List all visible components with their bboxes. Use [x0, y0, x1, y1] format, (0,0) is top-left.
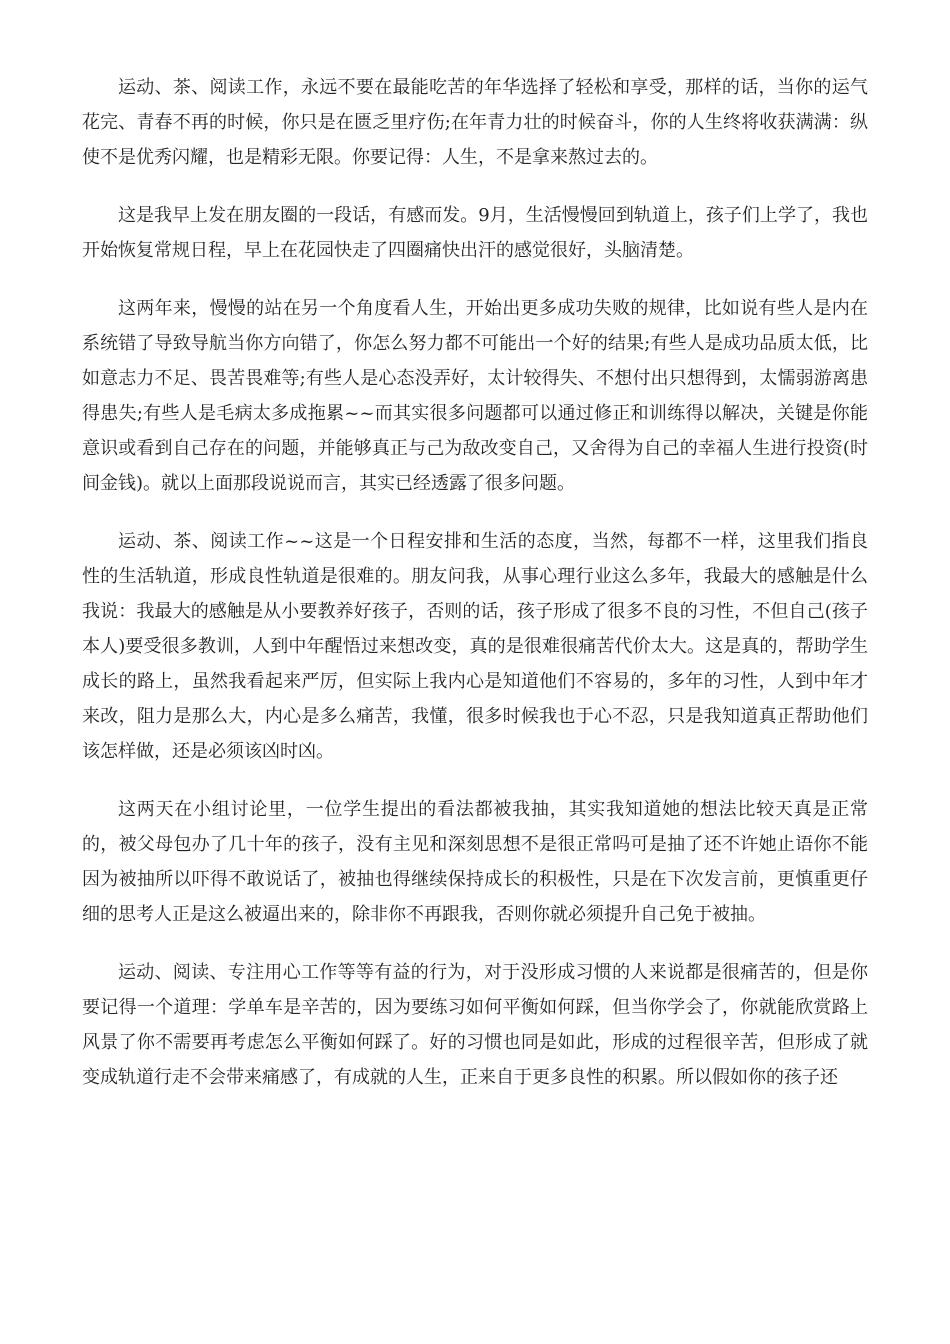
paragraph-2: 这是我早上发在朋友圈的一段话，有感而发。9月，生活慢慢回到轨道上，孩子们上学了，我也开始恢复常规日程，早上在花园快走了四圈痛快出汗的感觉很好，头脑清楚。 [82, 205, 868, 261]
document-body [82, 70, 868, 1095]
paragraph-5: 这两天在小组讨论里，一位学生提出的看法都被我抽，其实我知道她的想法比较天真是正常的，被父母包办了几十年的孩子，没有主见和深刻思想不是很正常吗可是抽了还不许她止语你不能因为被抽所以吓得不敢说话了，被抽也得继续保持成长的积极性，只是在下次发言前，更慎重更仔细的思考人正是这么被逼出来的，除非你不再跟我，否则你就必须提升自己免于被抽。 [82, 799, 868, 925]
paragraph-6: 运动、阅读、专注用心工作等等有益的行为，对于没形成习惯的人来说都是很痛苦的，但是你要记得一个道理：学单车是辛苦的，因为要练习如何平衡如何踩，但当你学会了，你就能欣赏路上风景了你不需要再考虑怎么平衡如何踩了。好的习惯也同是如此，形成的过程很辛苦，但形成了就变成轨道行走不会带来痛感了，有成就的人生，正来自于更多良性的积累。所以假如你的孩子还 [82, 962, 868, 1088]
paragraph-4: 运动、茶、阅读工作~~这是一个日程安排和生活的态度，当然，每都不一样，这里我们指良性的生活轨道，形成良性轨道是很难的。朋友问我，从事心理行业这么多年，我最大的感触是什么我说：我最大的感触是从小要教养好孩子，否则的话，孩子形成了很多不良的习性，不但自己(孩子本人)要受很多教训，人到中年醒悟过来想改变，真的是很难很痛苦代价太大。这是真的，帮助学生成长的路上，虽然我看起来严厉，但实际上我内心是知道他们不容易的，多年的习性，人到中年才来改，阻力是那么大，内心是多么痛苦，我懂，很多时候我也于心不忍，只是我知道真正帮助他们该怎样做，还是必须该凶时凶。 [82, 531, 868, 762]
paragraph-3: 这两年来，慢慢的站在另一个角度看人生，开始出更多成功失败的规律，比如说有些人是内在系统错了导致导航当你方向错了，你怎么努力都不可能出一个好的结果;有些人是成功品质太低，比如意志力不足、畏苦畏难等;有些人是心态没弄好，太计较得失、不想付出只想得到，太懦弱游离患得患失;有些人是毛病太多成拖累~~而其实很多问题都可以通过修正和训练得以解决，关键是你能意识或看到自己存在的问题，并能够真正与己为敌改变自己，又舍得为自己的幸福人生进行投资(时间金钱)。就以上面那段说说而言，其实已经透露了很多问题。 [82, 298, 868, 494]
paragraph-1: 运动、茶、阅读工作，永远不要在最能吃苦的年华选择了轻松和享受，那样的话，当你的运气花完、青春不再的时候，你只是在匮乏里疗伤;在年青力壮的时候奋斗，你的人生终将收获满满：纵使不是优秀闪耀，也是精彩无限。你要记得：人生，不是拿来熬过去的。 [82, 77, 868, 168]
